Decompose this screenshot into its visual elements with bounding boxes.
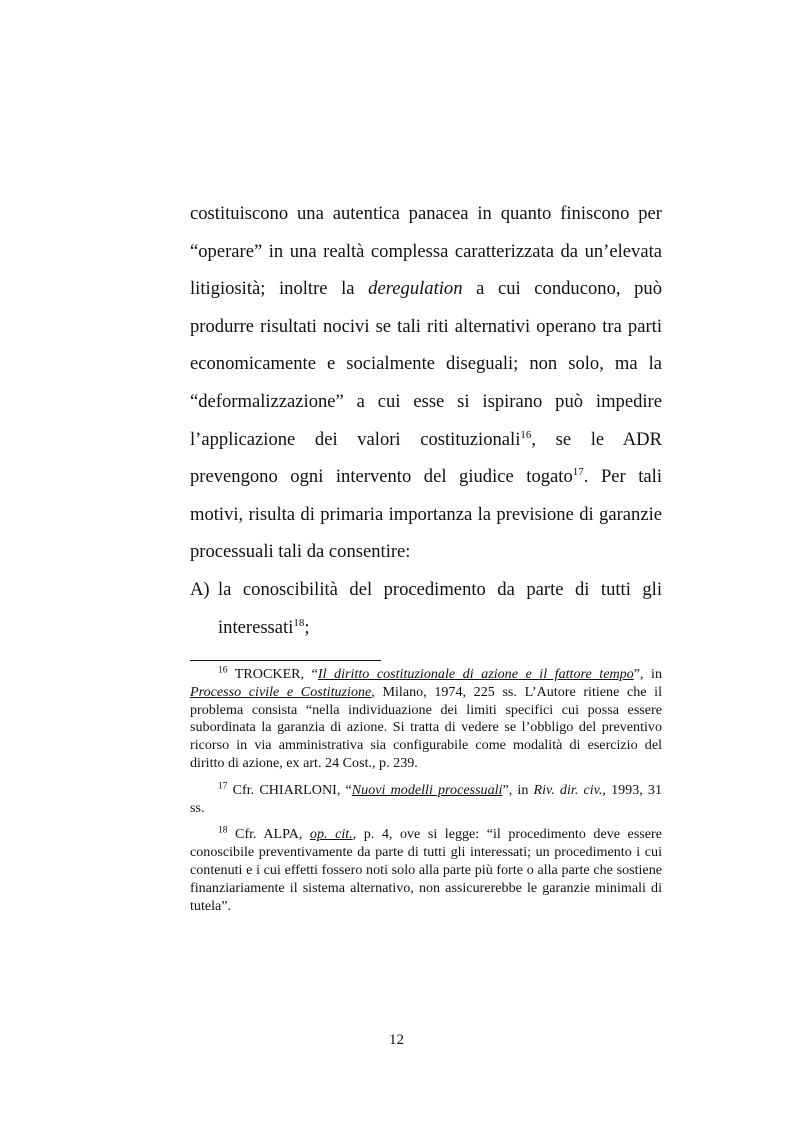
footnote-ref[interactable]: 18: [293, 616, 305, 629]
cited-title: op. cit.: [309, 826, 353, 843]
list-item-text: la conoscibilità del procedimento da parte di tutti gli interessati: [218, 578, 662, 638]
text-run: a cui conducono, può produrre risultati nocivi se tali riti alternativi operano tra parti economicamente e socialmente diseguali; non solo, ma la “deformalizzazione” a cui esse si ispirano può impedire l’applicazione dei valori costituzionali: [190, 278, 663, 450]
text-run: , Milano, 1974, 225 ss. L’Autore ritiene che il problema consista “nella individuazione dei limiti specifici cui possa essere subordinata la garanzia di azione. Si tratta di vedere se l’obbligo del preventivo ricorso in via amministrativa sia configurabile come modalità di esercizio del diritto di azione, ex art. 24 Cost., p. 239.: [190, 683, 662, 771]
text-run: ”, in: [502, 781, 534, 798]
text-run: Cfr. CHIARLONI, “: [232, 781, 352, 798]
text-run: , se le ADR prevengono ogni intervento del giudice togato: [190, 428, 662, 488]
footnote-ref[interactable]: 16: [520, 428, 532, 441]
page-number: 12: [389, 1032, 404, 1048]
cited-title: Il diritto costituzionale di azione e il fattore tempo: [317, 666, 634, 682]
footnote-ref[interactable]: 17: [572, 465, 584, 478]
cited-source: Riv. dir. civ.: [533, 781, 603, 798]
footnote-number: 18: [218, 825, 228, 836]
text-run: ”, in: [633, 666, 663, 682]
text-run: costituiscono una autentica panacea in quanto finiscono per “operare” in una realtà complessa caratterizzata da un’elevata litigiosità; inoltre la: [190, 203, 662, 300]
text-run: Cfr. ALPA,: [235, 826, 310, 843]
footnote: [190, 826, 662, 915]
cited-title: Nuovi modelli processuali: [351, 781, 503, 798]
text-run: . Per tali motivi, risulta di primaria importanza la previsione di garanzie processuali tali da consentire:: [190, 466, 662, 563]
text-run: , p. 4, ove si legge: “il procedimento deve essere conoscibile preventivamente da parte di tutti gli interessati; un procedimento i cui contenuti e i cui effetti fossero noti solo alla parte più forte o alla parte che sostiene finanziariamente il sistema alternativo, non assicurerebbe le garanzie minimali di tutela”.: [190, 826, 662, 914]
italic-term: deregulation: [368, 278, 463, 300]
footnote-separator: [190, 660, 381, 661]
footnote: [190, 782, 662, 818]
main-text: [190, 195, 662, 646]
paragraph: [190, 195, 662, 571]
text-run: TROCKER, “: [234, 666, 318, 682]
footnote-number: 16: [218, 665, 228, 676]
cited-source: Processo civile e Costituzione: [190, 683, 372, 700]
list-item: [190, 571, 662, 646]
footnotes: [190, 666, 662, 924]
footnote: [190, 666, 662, 773]
text-run: ;: [304, 616, 310, 638]
footnote-number: 17: [218, 781, 228, 792]
list-marker: A): [190, 578, 210, 600]
text-run: , 1993, 31 ss.: [190, 781, 663, 816]
